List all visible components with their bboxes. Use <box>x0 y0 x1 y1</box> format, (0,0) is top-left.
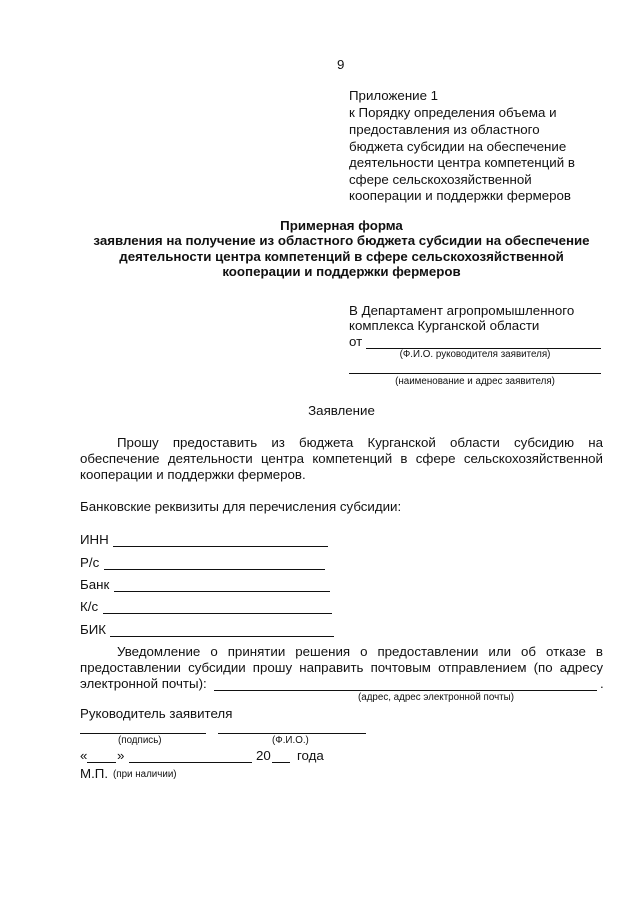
month-blank <box>129 748 252 763</box>
form-title-line: заявления на получение из областного бюджета субсидии на обеспечение <box>93 233 590 248</box>
from-name-caption: (Ф.И.О. руководителя заявителя) <box>399 349 551 360</box>
full-name-caption: (Ф.И.О.) <box>272 735 309 746</box>
appendix-line: кооперации и поддержки фермеров <box>349 188 571 203</box>
bik-label: БИК <box>80 622 107 637</box>
email-address-blank <box>214 676 597 691</box>
appendix-line: сфере сельскохозяйственной <box>349 172 532 187</box>
addressee-line: комплекса Курганской области <box>349 318 540 333</box>
inn-blank <box>113 532 328 547</box>
corr-account-blank <box>103 599 332 614</box>
bank-field-bik <box>80 622 340 638</box>
applicant-caption: (наименование и адрес заявителя) <box>395 376 555 387</box>
bank-label: Банк <box>80 577 110 592</box>
notification-paragraph-line: предоставлении субсидии прошу направить почтовым отправлением (по адресу <box>80 660 603 675</box>
form-title-line: деятельности центра компетенций в сфере сельскохозяйственной <box>119 249 564 264</box>
appendix-line: к Порядку определения объема и <box>349 105 557 120</box>
bank-field-bank <box>80 577 340 593</box>
stamp-label: М.П. <box>80 766 109 781</box>
request-paragraph-line: обеспечение деятельности центра компетенций в сфере сельскохозяйственной <box>80 451 603 466</box>
signature-caption: (подпись) <box>118 735 162 746</box>
request-paragraph-line: Прошу предоставить из бюджета Курганской области субсидию на <box>117 435 603 450</box>
head-of-applicant-label: Руководитель заявителя <box>80 706 233 721</box>
stamp-note: (при наличии) <box>113 769 177 780</box>
notification-paragraph-line: электронной почты): <box>80 676 207 691</box>
form-title-line: Примерная форма <box>280 218 403 233</box>
bank-field-corr-account <box>80 599 340 615</box>
year-suffix: года <box>297 748 324 763</box>
day-blank <box>87 748 116 763</box>
appendix-line: бюджета субсидии на обеспечение <box>349 139 567 154</box>
year-prefix: 20 <box>256 748 271 763</box>
email-address-caption: (адрес, адрес электронной почты) <box>358 692 514 703</box>
form-title-line: кооперации и поддержки фермеров <box>222 264 461 279</box>
applicant-blank <box>349 359 601 374</box>
appendix-line: Приложение 1 <box>349 88 439 103</box>
corr-account-label: К/с <box>80 599 99 614</box>
date-open-quote: « <box>80 748 88 763</box>
account-label: Р/с <box>80 555 100 570</box>
bik-blank <box>110 622 334 637</box>
statement-heading: Заявление <box>308 403 375 418</box>
bank-field-inn <box>80 532 340 548</box>
from-name-blank <box>366 334 601 349</box>
signature-blank <box>80 719 206 734</box>
addressee-line: В Департамент агропромышленного <box>349 303 575 318</box>
full-name-blank <box>218 719 366 734</box>
email-end-mark: . <box>600 676 604 691</box>
account-blank <box>104 555 325 570</box>
year-blank <box>272 748 290 763</box>
inn-label: ИНН <box>80 532 109 547</box>
bank-details-intro: Банковские реквизиты для перечисления субсидии: <box>80 499 402 514</box>
date-line <box>80 748 340 764</box>
page-number: 9 <box>337 57 345 72</box>
bank-blank <box>114 577 330 592</box>
bank-field-account <box>80 555 340 571</box>
appendix-line: деятельности центра компетенций в <box>349 155 575 170</box>
appendix-line: предоставления из областного <box>349 122 540 137</box>
notification-paragraph-line: Уведомление о принятии решения о предоставлении или об отказе в <box>117 644 603 659</box>
request-paragraph-line: кооперации и поддержки фермеров. <box>80 467 306 482</box>
date-close-quote: » <box>117 748 125 763</box>
from-label: от <box>349 334 363 349</box>
